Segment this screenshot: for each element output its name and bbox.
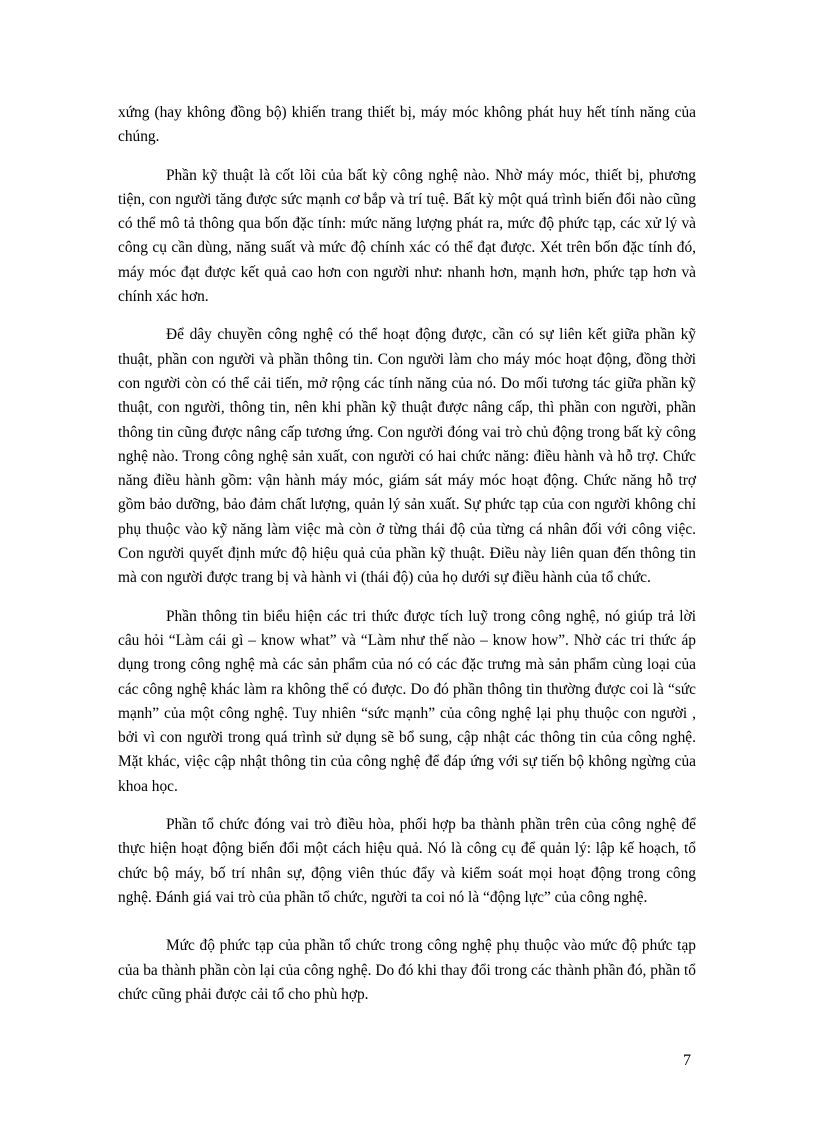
paragraph-organization-complexity: Mức độ phức tạp của phần tổ chức trong công nghệ phụ thuộc vào mức độ phức tạp của ba thành phần còn lại của công nghệ. Do đó khi thay đổi trong các thành phần đó, phần tổ chức cũng phải được cải tổ cho phù hợp. — [118, 937, 696, 1003]
page-body — [118, 101, 696, 1007]
paragraph-technical-part: Phần kỹ thuật là cốt lõi của bất kỳ công nghệ nào. Nhờ máy móc, thiết bị, phương tiện, con người tăng được sức mạnh cơ bắp và trí tuệ. Bất kỳ một quá trình biến đổi nào cũng có thể mô tả thông qua bốn đặc tính: mức năng lượng phát ra, mức độ phức tạp, các xử lý và công cụ cần dùng, năng suất và mức độ chính xác có thể đạt được. Xét trên bốn đặc tính đó, máy móc đạt được kết quả cao hơn con người như: nhanh hơn, mạnh hơn, phức tạp hơn và chính xác hơn. — [118, 166, 696, 306]
page-number: 7 — [683, 1052, 691, 1069]
paragraph-continuation: xứng (hay không đồng bộ) khiến trang thiết bị, máy móc không phát huy hết tính năng của chúng. — [118, 104, 696, 146]
paragraph-information-part: Phần thông tin biểu hiện các tri thức được tích luỹ trong công nghệ, nó giúp trả lời câu hỏi “Làm cái gì – know what” và “Làm như thế nào – know how”. Nhờ các tri thức áp dụng trong công nghệ mà các sản phẩm của nó có các đặc trưng mà sản phẩm cùng loại của các công nghệ khác làm ra không thể có được. Do đó phần thông tin thường được coi là “sức mạnh” của một công nghệ. Tuy nhiên “sức mạnh” của công nghệ lại phụ thuộc con người , bởi vì con người trong quá trình sử dụng sẽ bổ sung, cập nhật các thông tin của công nghệ. Mặt khác, việc cập nhật thông tin của công nghệ để đáp ứng với sự tiến bộ không ngừng của khoa học. — [118, 607, 696, 795]
paragraph-human-part: Để dây chuyền công nghệ có thể hoạt động được, cần có sự liên kết giữa phần kỹ thuật, phần con người và phần thông tin. Con người làm cho máy móc hoạt động, đồng thời con người còn có thể cải tiến, mở rộng các tính năng của nó. Do mối tương tác giữa phần kỹ thuật, con người, thông tin, nên khi phần kỹ thuật được nâng cấp, thì phần con người, phần thông tin cũng được nâng cấp tương ứng. Con người đóng vai trò chủ động trong bất kỳ công nghệ nào. Trong công nghệ sản xuất, con người có hai chức năng: điều hành và hỗ trợ. Chức năng điều hành gồm: vận hành máy móc, giám sát máy móc hoạt động. Chức năng hỗ trợ gồm bảo dưỡng, bảo đảm chất lượng, quản lý sản xuất. Sự phức tạp của con người không chỉ phụ thuộc vào kỹ năng làm việc mà còn ở từng thái độ của từng cá nhân đối với công việc. Con người quyết định mức độ hiệu quả của phần kỹ thuật. Điều này liên quan đến thông tin mà con người được trang bị và hành vi (thái độ) của họ dưới sự điều hành của tổ chức. — [118, 326, 696, 587]
paragraph-organization-part: Phần tổ chức đóng vai trò điều hòa, phối hợp ba thành phần trên của công nghệ để thực hiện hoạt động biến đổi một cách hiệu quả. Nó là công cụ để quản lý: lập kế hoạch, tổ chức bộ máy, bố trí nhân sự, động viên thúc đẩy và kiểm soát mọi hoạt động trong công nghệ. Đánh giá vai trò của phần tổ chức, người ta coi nó là “động lực” của công nghệ. — [118, 816, 696, 906]
